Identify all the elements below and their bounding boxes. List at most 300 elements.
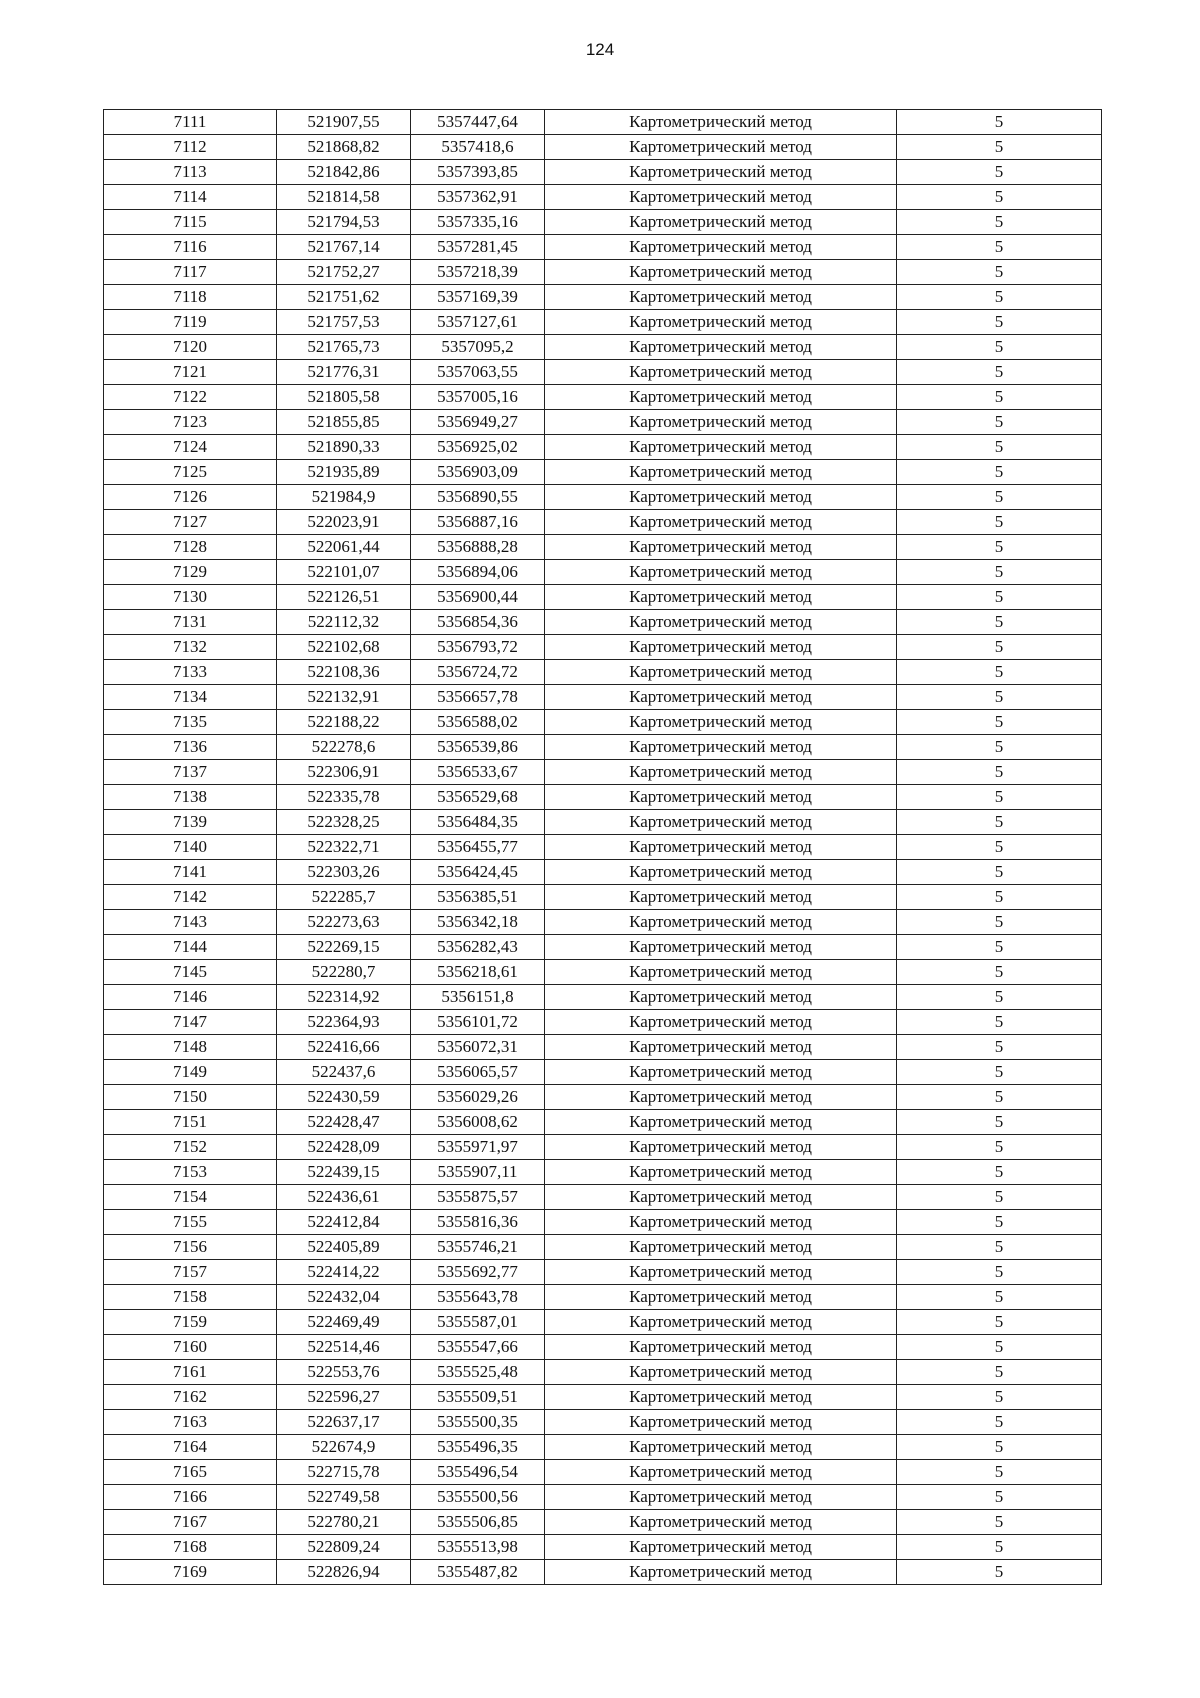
accuracy-cell: 5 — [897, 1360, 1102, 1385]
point-number-cell: 7128 — [104, 535, 277, 560]
method-cell: Картометрический метод — [545, 235, 897, 260]
accuracy-cell: 5 — [897, 1035, 1102, 1060]
x-coordinate-cell: 522428,09 — [277, 1135, 411, 1160]
y-coordinate-cell: 5355506,85 — [411, 1510, 545, 1535]
y-coordinate-cell: 5356949,27 — [411, 410, 545, 435]
method-cell: Картометрический метод — [545, 1360, 897, 1385]
table-row — [104, 1410, 1102, 1435]
table-row — [104, 460, 1102, 485]
y-coordinate-cell: 5357169,39 — [411, 285, 545, 310]
accuracy-cell: 5 — [897, 410, 1102, 435]
accuracy-cell: 5 — [897, 735, 1102, 760]
method-cell: Картометрический метод — [545, 385, 897, 410]
accuracy-cell: 5 — [897, 785, 1102, 810]
x-coordinate-cell: 522414,22 — [277, 1260, 411, 1285]
x-coordinate-cell: 522188,22 — [277, 710, 411, 735]
point-number-cell: 7143 — [104, 910, 277, 935]
method-cell: Картометрический метод — [545, 585, 897, 610]
point-number-cell: 7167 — [104, 1510, 277, 1535]
table-row — [104, 885, 1102, 910]
table-row — [104, 360, 1102, 385]
y-coordinate-cell: 5356900,44 — [411, 585, 545, 610]
y-coordinate-cell: 5356008,62 — [411, 1110, 545, 1135]
method-cell: Картометрический метод — [545, 685, 897, 710]
y-coordinate-cell: 5355500,56 — [411, 1485, 545, 1510]
method-cell: Картометрический метод — [545, 1410, 897, 1435]
method-cell: Картометрический метод — [545, 1110, 897, 1135]
method-cell: Картометрический метод — [545, 760, 897, 785]
table-row — [104, 1110, 1102, 1135]
x-coordinate-cell: 522364,93 — [277, 1010, 411, 1035]
accuracy-cell: 5 — [897, 1560, 1102, 1585]
y-coordinate-cell: 5356539,86 — [411, 735, 545, 760]
method-cell: Картометрический метод — [545, 1185, 897, 1210]
x-coordinate-cell: 522514,46 — [277, 1335, 411, 1360]
x-coordinate-cell: 521842,86 — [277, 160, 411, 185]
y-coordinate-cell: 5356101,72 — [411, 1010, 545, 1035]
point-number-cell: 7141 — [104, 860, 277, 885]
table-row — [104, 985, 1102, 1010]
x-coordinate-cell: 522637,17 — [277, 1410, 411, 1435]
accuracy-cell: 5 — [897, 835, 1102, 860]
point-number-cell: 7151 — [104, 1110, 277, 1135]
table-row — [104, 1535, 1102, 1560]
y-coordinate-cell: 5356065,57 — [411, 1060, 545, 1085]
point-number-cell: 7157 — [104, 1260, 277, 1285]
method-cell: Картометрический метод — [545, 1460, 897, 1485]
x-coordinate-cell: 522273,63 — [277, 910, 411, 935]
accuracy-cell: 5 — [897, 1385, 1102, 1410]
table-row — [104, 1335, 1102, 1360]
table-row — [104, 785, 1102, 810]
x-coordinate-cell: 522674,9 — [277, 1435, 411, 1460]
table-row — [104, 385, 1102, 410]
x-coordinate-cell: 522749,58 — [277, 1485, 411, 1510]
x-coordinate-cell: 522437,6 — [277, 1060, 411, 1085]
point-number-cell: 7160 — [104, 1335, 277, 1360]
y-coordinate-cell: 5356529,68 — [411, 785, 545, 810]
table-row — [104, 1185, 1102, 1210]
method-cell: Картометрический метод — [545, 1560, 897, 1585]
x-coordinate-cell: 521814,58 — [277, 185, 411, 210]
method-cell: Картометрический метод — [545, 1135, 897, 1160]
point-number-cell: 7163 — [104, 1410, 277, 1435]
point-number-cell: 7142 — [104, 885, 277, 910]
point-number-cell: 7119 — [104, 310, 277, 335]
method-cell: Картометрический метод — [545, 285, 897, 310]
accuracy-cell: 5 — [897, 210, 1102, 235]
x-coordinate-cell: 522405,89 — [277, 1235, 411, 1260]
table-row — [104, 860, 1102, 885]
x-coordinate-cell: 522322,71 — [277, 835, 411, 860]
method-cell: Картометрический метод — [545, 1435, 897, 1460]
y-coordinate-cell: 5355971,97 — [411, 1135, 545, 1160]
y-coordinate-cell: 5356151,8 — [411, 985, 545, 1010]
x-coordinate-cell: 522428,47 — [277, 1110, 411, 1135]
table-row — [104, 1210, 1102, 1235]
method-cell: Картометрический метод — [545, 1335, 897, 1360]
accuracy-cell: 5 — [897, 560, 1102, 585]
x-coordinate-cell: 521765,73 — [277, 335, 411, 360]
y-coordinate-cell: 5356903,09 — [411, 460, 545, 485]
table-row — [104, 1485, 1102, 1510]
method-cell: Картометрический метод — [545, 1085, 897, 1110]
y-coordinate-cell: 5355496,54 — [411, 1460, 545, 1485]
table-row — [104, 435, 1102, 460]
accuracy-cell: 5 — [897, 385, 1102, 410]
accuracy-cell: 5 — [897, 1160, 1102, 1185]
point-number-cell: 7158 — [104, 1285, 277, 1310]
y-coordinate-cell: 5356342,18 — [411, 910, 545, 935]
method-cell: Картометрический метод — [545, 1485, 897, 1510]
point-number-cell: 7149 — [104, 1060, 277, 1085]
point-number-cell: 7134 — [104, 685, 277, 710]
y-coordinate-cell: 5356887,16 — [411, 510, 545, 535]
point-number-cell: 7132 — [104, 635, 277, 660]
table-row — [104, 635, 1102, 660]
table-row — [104, 235, 1102, 260]
point-number-cell: 7124 — [104, 435, 277, 460]
accuracy-cell: 5 — [897, 160, 1102, 185]
y-coordinate-cell: 5357063,55 — [411, 360, 545, 385]
method-cell: Картометрический метод — [545, 160, 897, 185]
table-row — [104, 660, 1102, 685]
coordinates-table-body — [104, 110, 1102, 1585]
table-row — [104, 1235, 1102, 1260]
point-number-cell: 7148 — [104, 1035, 277, 1060]
table-row — [104, 1010, 1102, 1035]
table-row — [104, 1460, 1102, 1485]
point-number-cell: 7127 — [104, 510, 277, 535]
method-cell: Картометрический метод — [545, 1310, 897, 1335]
table-row — [104, 510, 1102, 535]
y-coordinate-cell: 5355513,98 — [411, 1535, 545, 1560]
table-row — [104, 585, 1102, 610]
x-coordinate-cell: 522715,78 — [277, 1460, 411, 1485]
accuracy-cell: 5 — [897, 685, 1102, 710]
point-number-cell: 7138 — [104, 785, 277, 810]
method-cell: Картометрический метод — [545, 885, 897, 910]
y-coordinate-cell: 5355487,82 — [411, 1560, 545, 1585]
y-coordinate-cell: 5356029,26 — [411, 1085, 545, 1110]
table-row — [104, 1560, 1102, 1585]
point-number-cell: 7161 — [104, 1360, 277, 1385]
accuracy-cell: 5 — [897, 1135, 1102, 1160]
method-cell: Картометрический метод — [545, 1060, 897, 1085]
method-cell: Картометрический метод — [545, 535, 897, 560]
x-coordinate-cell: 521776,31 — [277, 360, 411, 385]
x-coordinate-cell: 522108,36 — [277, 660, 411, 685]
method-cell: Картометрический метод — [545, 985, 897, 1010]
method-cell: Картометрический метод — [545, 860, 897, 885]
method-cell: Картометрический метод — [545, 1035, 897, 1060]
x-coordinate-cell: 522023,91 — [277, 510, 411, 535]
y-coordinate-cell: 5355509,51 — [411, 1385, 545, 1410]
method-cell: Картометрический метод — [545, 560, 897, 585]
table-row — [104, 560, 1102, 585]
x-coordinate-cell: 522430,59 — [277, 1085, 411, 1110]
x-coordinate-cell: 522306,91 — [277, 760, 411, 785]
table-row — [104, 1360, 1102, 1385]
point-number-cell: 7137 — [104, 760, 277, 785]
point-number-cell: 7159 — [104, 1310, 277, 1335]
point-number-cell: 7130 — [104, 585, 277, 610]
table-row — [104, 1285, 1102, 1310]
x-coordinate-cell: 522596,27 — [277, 1385, 411, 1410]
table-row — [104, 810, 1102, 835]
table-row — [104, 485, 1102, 510]
x-coordinate-cell: 521935,89 — [277, 460, 411, 485]
method-cell: Картометрический метод — [545, 660, 897, 685]
y-coordinate-cell: 5356854,36 — [411, 610, 545, 635]
method-cell: Картометрический метод — [545, 435, 897, 460]
table-row — [104, 1135, 1102, 1160]
accuracy-cell: 5 — [897, 310, 1102, 335]
y-coordinate-cell: 5355692,77 — [411, 1260, 545, 1285]
accuracy-cell: 5 — [897, 1435, 1102, 1460]
y-coordinate-cell: 5356793,72 — [411, 635, 545, 660]
point-number-cell: 7168 — [104, 1535, 277, 1560]
accuracy-cell: 5 — [897, 435, 1102, 460]
table-row — [104, 210, 1102, 235]
table-row — [104, 735, 1102, 760]
y-coordinate-cell: 5356890,55 — [411, 485, 545, 510]
point-number-cell: 7131 — [104, 610, 277, 635]
table-row — [104, 310, 1102, 335]
point-number-cell: 7136 — [104, 735, 277, 760]
point-number-cell: 7113 — [104, 160, 277, 185]
x-coordinate-cell: 521984,9 — [277, 485, 411, 510]
method-cell: Картометрический метод — [545, 460, 897, 485]
table-row — [104, 1260, 1102, 1285]
x-coordinate-cell: 521767,14 — [277, 235, 411, 260]
x-coordinate-cell: 522101,07 — [277, 560, 411, 585]
x-coordinate-cell: 522328,25 — [277, 810, 411, 835]
method-cell: Картометрический метод — [545, 185, 897, 210]
accuracy-cell: 5 — [897, 135, 1102, 160]
accuracy-cell: 5 — [897, 710, 1102, 735]
y-coordinate-cell: 5356925,02 — [411, 435, 545, 460]
point-number-cell: 7147 — [104, 1010, 277, 1035]
x-coordinate-cell: 522553,76 — [277, 1360, 411, 1385]
x-coordinate-cell: 522280,7 — [277, 960, 411, 985]
method-cell: Картометрический метод — [545, 785, 897, 810]
x-coordinate-cell: 522314,92 — [277, 985, 411, 1010]
point-number-cell: 7121 — [104, 360, 277, 385]
point-number-cell: 7144 — [104, 935, 277, 960]
method-cell: Картометрический метод — [545, 510, 897, 535]
method-cell: Картометрический метод — [545, 1260, 897, 1285]
x-coordinate-cell: 522278,6 — [277, 735, 411, 760]
point-number-cell: 7164 — [104, 1435, 277, 1460]
point-number-cell: 7150 — [104, 1085, 277, 1110]
point-number-cell: 7118 — [104, 285, 277, 310]
method-cell: Картометрический метод — [545, 310, 897, 335]
accuracy-cell: 5 — [897, 810, 1102, 835]
point-number-cell: 7114 — [104, 185, 277, 210]
point-number-cell: 7145 — [104, 960, 277, 985]
x-coordinate-cell: 522102,68 — [277, 635, 411, 660]
method-cell: Картометрический метод — [545, 210, 897, 235]
table-row — [104, 535, 1102, 560]
x-coordinate-cell: 522469,49 — [277, 1310, 411, 1335]
accuracy-cell: 5 — [897, 610, 1102, 635]
point-number-cell: 7115 — [104, 210, 277, 235]
y-coordinate-cell: 5355587,01 — [411, 1310, 545, 1335]
accuracy-cell: 5 — [897, 1110, 1102, 1135]
point-number-cell: 7155 — [104, 1210, 277, 1235]
point-number-cell: 7120 — [104, 335, 277, 360]
x-coordinate-cell: 521805,58 — [277, 385, 411, 410]
accuracy-cell: 5 — [897, 110, 1102, 135]
point-number-cell: 7165 — [104, 1460, 277, 1485]
method-cell: Картометрический метод — [545, 410, 897, 435]
method-cell: Картометрический метод — [545, 1210, 897, 1235]
page-number: 124 — [585, 40, 615, 59]
x-coordinate-cell: 522112,32 — [277, 610, 411, 635]
x-coordinate-cell: 521855,85 — [277, 410, 411, 435]
x-coordinate-cell: 522809,24 — [277, 1535, 411, 1560]
accuracy-cell: 5 — [897, 535, 1102, 560]
method-cell: Картометрический метод — [545, 610, 897, 635]
y-coordinate-cell: 5356484,35 — [411, 810, 545, 835]
accuracy-cell: 5 — [897, 1210, 1102, 1235]
accuracy-cell: 5 — [897, 885, 1102, 910]
method-cell: Картометрический метод — [545, 635, 897, 660]
accuracy-cell: 5 — [897, 1235, 1102, 1260]
x-coordinate-cell: 522132,91 — [277, 685, 411, 710]
method-cell: Картометрический метод — [545, 135, 897, 160]
table-row — [104, 1085, 1102, 1110]
point-number-cell: 7166 — [104, 1485, 277, 1510]
point-number-cell: 7123 — [104, 410, 277, 435]
x-coordinate-cell: 522826,94 — [277, 1560, 411, 1585]
accuracy-cell: 5 — [897, 585, 1102, 610]
table-row — [104, 610, 1102, 635]
accuracy-cell: 5 — [897, 1410, 1102, 1435]
table-row — [104, 1435, 1102, 1460]
point-number-cell: 7117 — [104, 260, 277, 285]
table-row — [104, 910, 1102, 935]
y-coordinate-cell: 5357281,45 — [411, 235, 545, 260]
method-cell: Картометрический метод — [545, 935, 897, 960]
table-row — [104, 960, 1102, 985]
y-coordinate-cell: 5355907,11 — [411, 1160, 545, 1185]
accuracy-cell: 5 — [897, 1510, 1102, 1535]
y-coordinate-cell: 5357218,39 — [411, 260, 545, 285]
y-coordinate-cell: 5355525,48 — [411, 1360, 545, 1385]
x-coordinate-cell: 521757,53 — [277, 310, 411, 335]
x-coordinate-cell: 522335,78 — [277, 785, 411, 810]
accuracy-cell: 5 — [897, 185, 1102, 210]
point-number-cell: 7153 — [104, 1160, 277, 1185]
x-coordinate-cell: 521794,53 — [277, 210, 411, 235]
x-coordinate-cell: 522780,21 — [277, 1510, 411, 1535]
accuracy-cell: 5 — [897, 485, 1102, 510]
accuracy-cell: 5 — [897, 335, 1102, 360]
method-cell: Картометрический метод — [545, 335, 897, 360]
accuracy-cell: 5 — [897, 760, 1102, 785]
accuracy-cell: 5 — [897, 260, 1102, 285]
method-cell: Картометрический метод — [545, 1160, 897, 1185]
method-cell: Картометрический метод — [545, 910, 897, 935]
method-cell: Картометрический метод — [545, 360, 897, 385]
table-row — [104, 335, 1102, 360]
y-coordinate-cell: 5356588,02 — [411, 710, 545, 735]
y-coordinate-cell: 5355500,35 — [411, 1410, 545, 1435]
point-number-cell: 7126 — [104, 485, 277, 510]
accuracy-cell: 5 — [897, 1260, 1102, 1285]
accuracy-cell: 5 — [897, 460, 1102, 485]
accuracy-cell: 5 — [897, 660, 1102, 685]
point-number-cell: 7156 — [104, 1235, 277, 1260]
x-coordinate-cell: 522412,84 — [277, 1210, 411, 1235]
x-coordinate-cell: 522432,04 — [277, 1285, 411, 1310]
accuracy-cell: 5 — [897, 510, 1102, 535]
point-number-cell: 7133 — [104, 660, 277, 685]
y-coordinate-cell: 5356533,67 — [411, 760, 545, 785]
point-number-cell: 7125 — [104, 460, 277, 485]
accuracy-cell: 5 — [897, 1085, 1102, 1110]
accuracy-cell: 5 — [897, 1535, 1102, 1560]
x-coordinate-cell: 522269,15 — [277, 935, 411, 960]
table-row — [104, 685, 1102, 710]
table-row — [104, 1385, 1102, 1410]
x-coordinate-cell: 521751,62 — [277, 285, 411, 310]
accuracy-cell: 5 — [897, 285, 1102, 310]
y-coordinate-cell: 5357005,16 — [411, 385, 545, 410]
table-row — [104, 135, 1102, 160]
point-number-cell: 7146 — [104, 985, 277, 1010]
method-cell: Картометрический метод — [545, 485, 897, 510]
table-row — [104, 1160, 1102, 1185]
method-cell: Картометрический метод — [545, 835, 897, 860]
point-number-cell: 7162 — [104, 1385, 277, 1410]
y-coordinate-cell: 5356888,28 — [411, 535, 545, 560]
y-coordinate-cell: 5357393,85 — [411, 160, 545, 185]
accuracy-cell: 5 — [897, 1460, 1102, 1485]
y-coordinate-cell: 5356385,51 — [411, 885, 545, 910]
accuracy-cell: 5 — [897, 1010, 1102, 1035]
accuracy-cell: 5 — [897, 860, 1102, 885]
point-number-cell: 7169 — [104, 1560, 277, 1585]
method-cell: Картометрический метод — [545, 960, 897, 985]
y-coordinate-cell: 5356894,06 — [411, 560, 545, 585]
y-coordinate-cell: 5356424,45 — [411, 860, 545, 885]
x-coordinate-cell: 522436,61 — [277, 1185, 411, 1210]
point-number-cell: 7140 — [104, 835, 277, 860]
point-number-cell: 7112 — [104, 135, 277, 160]
point-number-cell: 7154 — [104, 1185, 277, 1210]
method-cell: Картометрический метод — [545, 735, 897, 760]
table-row — [104, 760, 1102, 785]
y-coordinate-cell: 5355816,36 — [411, 1210, 545, 1235]
accuracy-cell: 5 — [897, 1335, 1102, 1360]
table-row — [104, 1060, 1102, 1085]
y-coordinate-cell: 5355746,21 — [411, 1235, 545, 1260]
table-row — [104, 1310, 1102, 1335]
x-coordinate-cell: 522285,7 — [277, 885, 411, 910]
method-cell: Картометрический метод — [545, 1535, 897, 1560]
y-coordinate-cell: 5355643,78 — [411, 1285, 545, 1310]
table-row — [104, 185, 1102, 210]
x-coordinate-cell: 522303,26 — [277, 860, 411, 885]
table-row — [104, 285, 1102, 310]
accuracy-cell: 5 — [897, 1185, 1102, 1210]
method-cell: Картометрический метод — [545, 1385, 897, 1410]
method-cell: Картометрический метод — [545, 260, 897, 285]
method-cell: Картометрический метод — [545, 1285, 897, 1310]
